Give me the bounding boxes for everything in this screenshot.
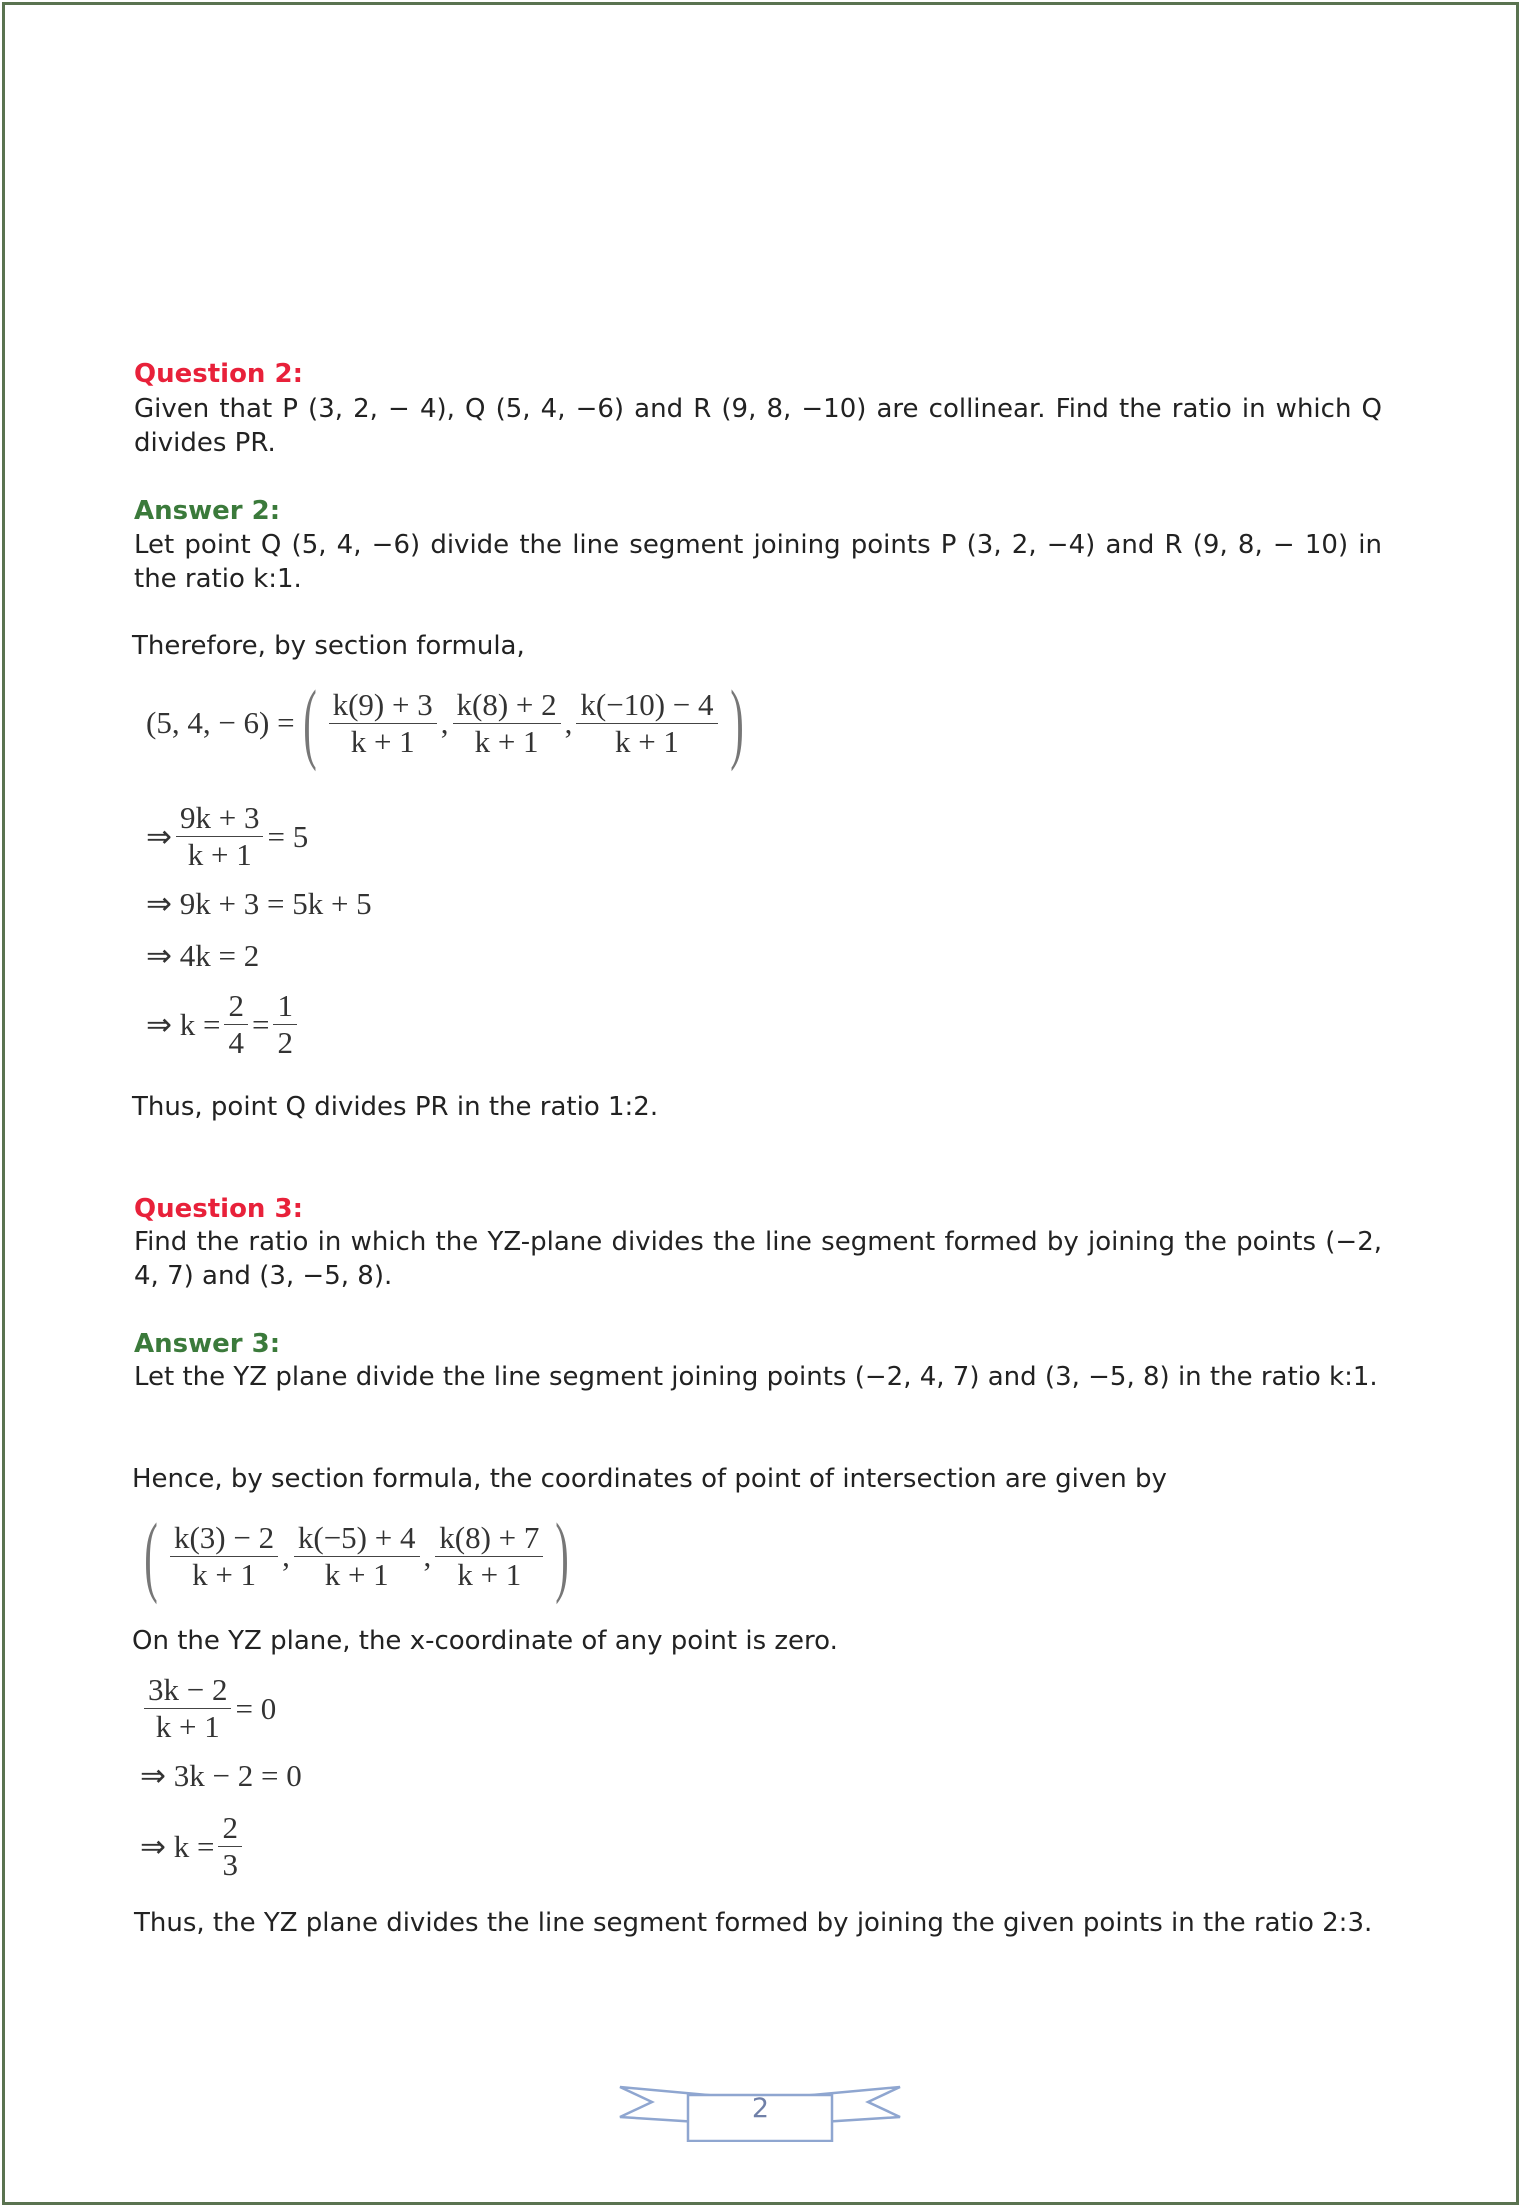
question-3-heading: Question 3: bbox=[134, 1194, 303, 1224]
step-2: ⇒ 9k + 3 = 5k + 5 bbox=[146, 886, 372, 921]
answer-3-hence: Hence, by section formula, the coordinates of point of intersection are given by bbox=[132, 1464, 1167, 1494]
eq-rhs: = 0 bbox=[235, 1690, 277, 1726]
answer-3-yz-note: On the YZ plane, the x-coordinate of any point is zero. bbox=[132, 1626, 838, 1656]
equals: = bbox=[251, 1006, 270, 1042]
step-4 bbox=[146, 988, 301, 1061]
eq-lhs: ⇒ k = bbox=[140, 1828, 215, 1864]
frac-num: k(8) + 7 bbox=[435, 1520, 543, 1557]
frac-num: 9k + 3 bbox=[176, 800, 263, 837]
frac-num: 1 bbox=[273, 988, 297, 1025]
frac-num: 3k − 2 bbox=[144, 1672, 231, 1709]
frac-den: k + 1 bbox=[474, 723, 539, 759]
answer-3-intro: Let the YZ plane divide the line segment joining points (−2, 4, 7) and (3, −5, 8) in the ratio k:1. bbox=[134, 1362, 1378, 1392]
eq-lhs: (5, 4, − 6) = bbox=[146, 705, 295, 740]
step-3: ⇒ 4k = 2 bbox=[146, 938, 260, 973]
frac-num: 2 bbox=[218, 1810, 242, 1847]
frac-num: k(−5) + 4 bbox=[294, 1520, 420, 1557]
frac-den: 4 bbox=[228, 1025, 244, 1060]
eq-rhs: = 5 bbox=[267, 818, 309, 854]
question-3-text: Find the ratio in which the YZ-plane divides the line segment formed by joining the points (−2, 4, 7) and (3, −5, 8). bbox=[134, 1227, 1382, 1291]
page-number: 2 bbox=[751, 2093, 770, 2124]
answer-2-therefore: Therefore, by section formula, bbox=[132, 631, 525, 661]
section-formula-equation: (5, 4, − 6) = ( $\frac{k(9) + 3}{k + 1}$ , $\frac{k(8) + 2}{k + 1}$ , $\frac{k(-10) - 4}{k + 1}$ ) bbox=[146, 673, 744, 772]
frac-num: k(9) + 3 bbox=[329, 687, 437, 724]
frac-den: 3 bbox=[222, 1847, 238, 1882]
a3-step-2: ⇒ 3k − 2 = 0 bbox=[140, 1758, 302, 1793]
frac-num: k(8) + 2 bbox=[453, 687, 561, 724]
answer-3-heading: Answer 3: bbox=[134, 1329, 281, 1359]
eq-lhs: ⇒ k = bbox=[146, 1006, 221, 1042]
answer-2-heading: Answer 2: bbox=[134, 496, 281, 526]
frac-den: k + 1 bbox=[324, 1556, 389, 1592]
intersection-point-formula: ( $\frac{k(3) - 2}{k + 1}$ , $\frac{k(-5) + 4}{k + 1}$ , $\frac{k(8) + 7}{k + 1}$ ) bbox=[144, 1506, 570, 1605]
question-2-heading: Question 2: bbox=[134, 359, 303, 389]
frac-den: k + 1 bbox=[187, 837, 252, 872]
frac-den: 2 bbox=[277, 1025, 293, 1060]
answer-3-conclusion: Thus, the YZ plane divides the line segment formed by joining the given points in the ratio 2:3. bbox=[134, 1908, 1373, 1938]
frac-num: k(3) − 2 bbox=[170, 1520, 278, 1557]
step-1: ⇒ $\frac{9k + 3}{k + 1}$ = 5 bbox=[146, 800, 309, 872]
frac-num: k(−10) − 4 bbox=[576, 687, 717, 724]
a3-step-1 bbox=[140, 1672, 276, 1745]
frac-den: k + 1 bbox=[614, 723, 679, 759]
a3-step-3 bbox=[140, 1810, 246, 1883]
frac-den: k + 1 bbox=[457, 1556, 522, 1592]
answer-2-conclusion: Thus, point Q divides PR in the ratio 1:2. bbox=[132, 1092, 659, 1122]
frac-den: k + 1 bbox=[155, 1709, 220, 1744]
question-2-text: Given that P (3, 2, − 4), Q (5, 4, −6) and R (9, 8, −10) are collinear. Find the ratio in which Q divides PR. bbox=[134, 394, 1382, 458]
frac-num: 2 bbox=[224, 988, 248, 1025]
frac-den: k + 1 bbox=[192, 1556, 257, 1592]
answer-2-intro: Let point Q (5, 4, −6) divide the line segment joining points P (3, 2, −4) and R (9, 8, − 10) in the ratio k:1. bbox=[134, 530, 1382, 594]
frac-den: k + 1 bbox=[350, 723, 415, 759]
